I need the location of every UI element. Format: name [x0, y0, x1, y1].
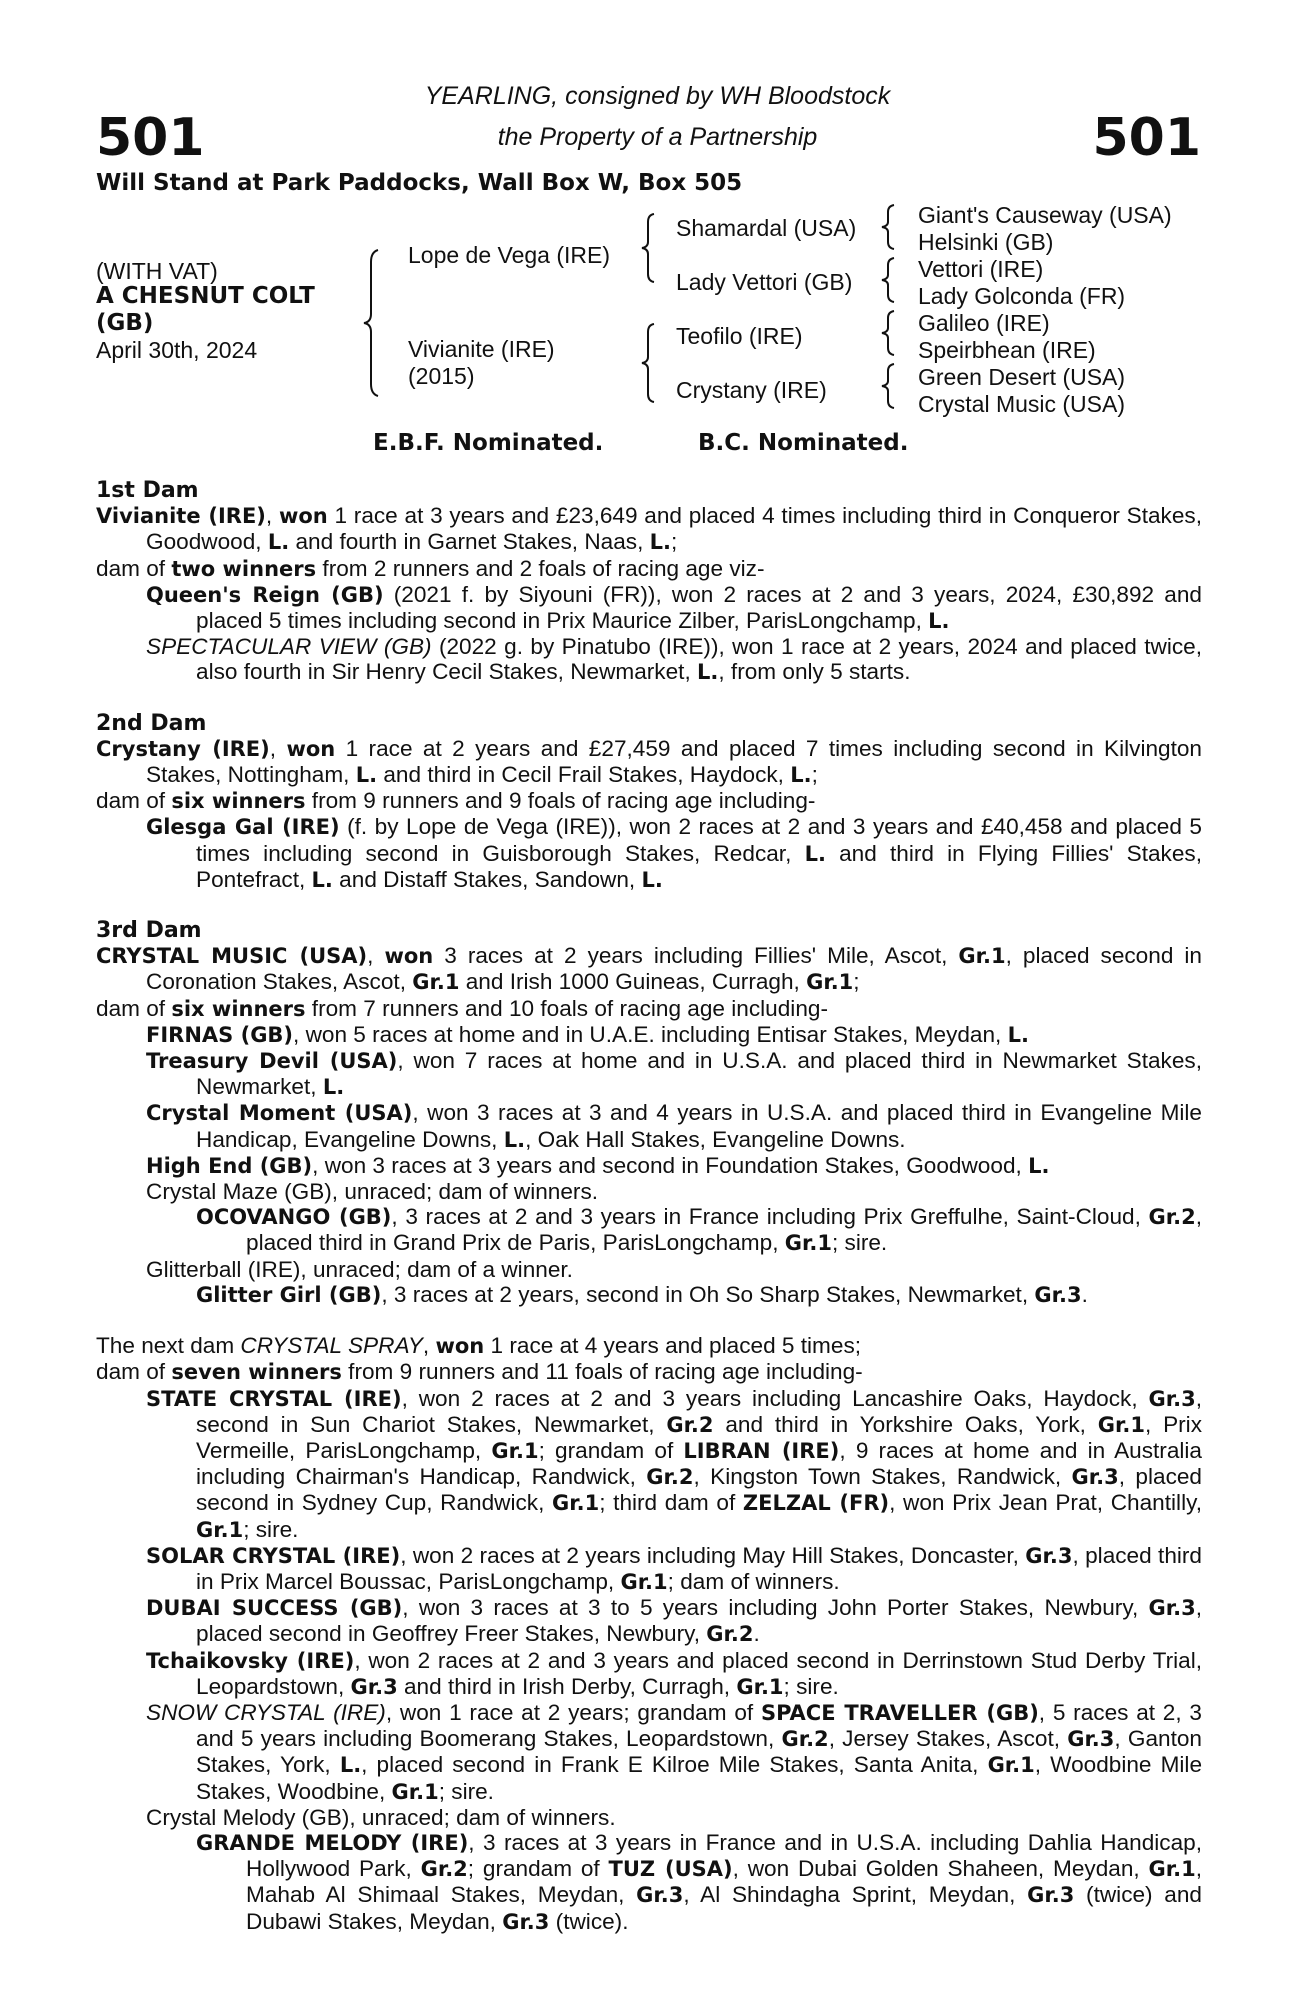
bold-text: Gr.3 — [1067, 1727, 1115, 1752]
pedigree-entry — [96, 1257, 1202, 1282]
entry-text: ; — [671, 529, 678, 555]
entry-text: . — [753, 1621, 760, 1647]
italic-text: SPECTACULAR VIEW (GB) — [146, 634, 432, 660]
entry-text: , won 5 races at home and in U.A.E. including Entisar Stakes, Meydan, — [293, 1021, 1008, 1047]
vat-label: (WITH VAT) — [96, 258, 218, 284]
entry-text: dam of — [96, 1359, 172, 1385]
bold-text: Gr.2 — [1148, 1205, 1196, 1230]
bold-text: SPACE TRAVELLER (GB) — [760, 1700, 1039, 1725]
pedigree-sire-dam: Lady Vettori (GB) — [676, 269, 853, 295]
bold-text: TUZ (USA) — [608, 1857, 733, 1882]
entry-text: ; sire. — [243, 1516, 299, 1542]
pedigree-brace-sire — [640, 212, 656, 284]
pedigree-entry — [96, 1386, 1202, 1543]
bold-text: Gr.3 — [1071, 1465, 1119, 1490]
entry-text: 1 race at 3 years and £23,649 and placed 4 times including third in Conqueror Stakes, Goodwood, — [146, 503, 1202, 555]
entry-text: , Ganton Stakes, York, — [196, 1726, 1202, 1778]
pedigree-dam: Vivianite (IRE) — [408, 336, 555, 362]
bold-text: L. — [649, 530, 672, 555]
pedigree-sire-sire: Shamardal (USA) — [676, 215, 857, 241]
bold-text: LIBRAN (IRE) — [683, 1438, 840, 1463]
entry-text: and third in Cecil Frail Stakes, Haydock, — [377, 762, 791, 788]
pedigree-entry — [96, 1282, 1202, 1308]
bold-text: L. — [339, 1753, 362, 1778]
entry-text: and fourth in Garnet Stakes, Naas, — [289, 529, 650, 555]
pedigree-entry — [96, 736, 1202, 788]
entry-text: (twice) and Dubawi Stakes, Meydan, — [246, 1882, 1202, 1934]
pedigree-entry — [96, 788, 1202, 814]
pedigree-brace-g1 — [880, 203, 896, 251]
entry-text: Crystal Maze (GB), unraced; dam of winners. — [146, 1179, 599, 1205]
dam-heading: 1st Dam — [96, 478, 199, 503]
bold-text: L. — [804, 841, 826, 866]
entry-text: , second in Sun Chariot Stakes, Newmarket, — [196, 1385, 1202, 1437]
bold-text: Crystany (IRE) — [96, 736, 270, 761]
bold-text: L. — [311, 867, 333, 892]
bold-text: STATE CRYSTAL (IRE) — [146, 1386, 402, 1411]
bold-text: two winners — [171, 556, 317, 581]
entry-text: dam of — [96, 555, 172, 581]
entry-text: , placed third in Prix Marcel Boussac, ParisLongchamp, — [196, 1542, 1202, 1594]
pedigree-entry — [96, 814, 1202, 893]
bold-text: Gr.1 — [1148, 1857, 1196, 1882]
bold-text: Glesga Gal (IRE) — [146, 815, 340, 840]
entry-text: , won Dubai Golden Shaheen, Meydan, — [732, 1856, 1149, 1882]
bold-text: L. — [503, 1127, 526, 1152]
bold-text: Gr.3 — [350, 1674, 398, 1699]
entry-text: , won 3 races at 3 and 4 years in U.S.A. and placed third in Evangeline Mile Handicap, Evangeline Downs, — [196, 1100, 1202, 1152]
lot-number-right: 501 — [1092, 108, 1201, 168]
entry-text: ; sire. — [831, 1230, 888, 1256]
bold-text: Gr.1 — [391, 1779, 439, 1804]
bold-text: L. — [641, 867, 663, 892]
entry-text: , — [269, 735, 287, 761]
bold-text: Gr.2 — [646, 1465, 694, 1490]
entry-text: , 3 races at 2 and 3 years in France including Prix Greffulhe, Saint-Cloud, — [391, 1204, 1149, 1230]
entry-text: dam of — [96, 995, 172, 1021]
bold-text: Queen's Reign (GB) — [146, 582, 384, 607]
pedigree-entry — [96, 1805, 1202, 1830]
pedigree-entry — [96, 1359, 1202, 1385]
pedigree-brace-dam — [640, 322, 656, 404]
bold-text: Gr.1 — [620, 1569, 668, 1594]
dam-section — [96, 711, 1202, 893]
bc-nomination: B.C. Nominated. — [698, 430, 909, 456]
bold-text: six winners — [171, 996, 306, 1021]
pedigree-entry — [96, 943, 1202, 995]
bold-text: L. — [928, 609, 950, 634]
pedigree-entry — [96, 503, 1202, 555]
entry-text: from 2 runners and 2 foals of racing age viz- — [316, 555, 765, 581]
pedigree-entry — [96, 1830, 1202, 1935]
entry-text: , 3 races at 2 years, second in Oh So Sharp Stakes, Newmarket, — [381, 1281, 1035, 1307]
entry-text: , won 7 races at home and in U.S.A. and placed third in Newmarket Stakes, Newmarket, — [196, 1048, 1202, 1100]
pedigree-entry — [96, 1048, 1202, 1100]
entry-text: , placed second in Frank E Kilroe Mile Stakes, Santa Anita, — [361, 1752, 988, 1778]
bold-text: won — [435, 1334, 485, 1359]
entry-text: , won Prix Jean Prat, Chantilly, — [889, 1490, 1202, 1516]
bold-text: Gr.3 — [1027, 1883, 1075, 1908]
pedigree-entry — [96, 1022, 1202, 1048]
entry-text: , won 1 race at 2 years; grandam of — [385, 1699, 761, 1725]
bold-text: Treasury Devil (USA) — [146, 1049, 398, 1074]
bold-text: Gr.1 — [736, 1674, 784, 1699]
dam-section — [96, 1333, 1202, 1935]
bold-text: Gr.1 — [1097, 1412, 1145, 1437]
entry-text: from 7 runners and 10 foals of racing age including- — [305, 995, 828, 1021]
pedigree-dam-year: (2015) — [408, 363, 475, 389]
bold-text: Gr.2 — [706, 1622, 754, 1647]
lot-number-left: 501 — [96, 108, 205, 168]
entry-text: ; grandam of — [467, 1856, 609, 1882]
entry-text: and third in Flying Fillies' Stakes, Pontefract, — [196, 840, 1202, 892]
entry-text: 1 race at 2 years and £27,459 and placed 7 times including second in Kilvington Stakes, Nottingham, — [146, 735, 1202, 788]
bold-text: Tchaikovsky (IRE) — [146, 1648, 355, 1673]
bold-text: Gr.3 — [1148, 1386, 1196, 1411]
bold-text: Vivianite (IRE) — [96, 504, 266, 529]
pedigree-entry — [96, 1179, 1202, 1204]
entry-text: (f. by Lope de Vega (IRE)), won 2 races at 2 and 3 years and £40,458 and placed 5 times including second in Guisborough Stakes, Redcar, — [196, 814, 1202, 866]
bold-text: ZELZAL (FR) — [742, 1491, 890, 1516]
entry-text: , from only 5 starts. — [718, 659, 911, 685]
entry-text: The next dam — [96, 1333, 241, 1359]
entry-text: 3 races at 2 years including Fillies' Mile, Ascot, — [433, 943, 959, 969]
pedigree-entry — [96, 582, 1202, 634]
entry-text: , 3 races at 3 years in France and in U.S.A. including Dahlia Handicap, Hollywood Park, — [246, 1829, 1202, 1882]
bold-text: Gr.3 — [1034, 1282, 1082, 1307]
pedigree-g2: Helsinki (GB) — [918, 229, 1054, 255]
entry-text: and third in Yorkshire Oaks, York, — [713, 1411, 1098, 1437]
entry-text: ; dam of winners. — [667, 1568, 840, 1594]
pedigree-g7: Green Desert (USA) — [918, 364, 1126, 390]
dam-section — [96, 478, 1202, 686]
bold-text: L. — [790, 763, 812, 788]
entry-text: , placed second in Sydney Cup, Randwick, — [196, 1464, 1202, 1516]
bold-text: FIRNAS (GB) — [146, 1022, 294, 1047]
entry-text: . — [1081, 1281, 1088, 1307]
entry-text: , Oak Hall Stakes, Evangeline Downs. — [525, 1126, 906, 1152]
entry-text: , Jersey Stakes, Ascot, — [828, 1726, 1068, 1752]
pedigree-entry — [96, 1648, 1202, 1700]
pedigree-entry — [96, 1595, 1202, 1647]
horse-name: A CHESNUT COLT — [96, 283, 315, 309]
entry-text: , won 3 races at 3 to 5 years including John Porter Stakes, Newbury, — [402, 1595, 1149, 1621]
bold-text: Gr.1 — [552, 1491, 600, 1516]
entry-text: ; — [811, 762, 818, 788]
pedigree-g3: Vettori (IRE) — [918, 256, 1044, 282]
bold-text: won — [278, 504, 328, 529]
entry-text: , — [422, 1333, 436, 1359]
dam-heading: 2nd Dam — [96, 710, 207, 736]
entry-text: , 5 races at 2, 3 and 5 years including Boomerang Stakes, Leopardstown, — [196, 1699, 1202, 1752]
pedigree-entry — [96, 1333, 1202, 1359]
entry-text: ; sire. — [438, 1778, 494, 1804]
entry-text: , Woodbine Mile Stakes, Woodbine, — [196, 1752, 1203, 1804]
bold-text: Gr.3 — [1148, 1596, 1196, 1621]
bold-text: Gr.2 — [420, 1857, 468, 1882]
property-line: the Property of a Partnership — [497, 123, 818, 151]
dam-section — [96, 918, 1202, 1308]
bold-text: Gr.3 — [636, 1883, 684, 1908]
bold-text: L. — [355, 763, 378, 788]
entry-text: and Distaff Stakes, Sandown, — [332, 866, 642, 892]
entry-text: ; — [853, 969, 860, 995]
entry-text: , placed second in Coronation Stakes, Ascot, — [146, 943, 1202, 995]
bold-text: DUBAI SUCCESS (GB) — [146, 1596, 403, 1621]
bold-text: Gr.1 — [196, 1517, 244, 1542]
foaling-date: April 30th, 2024 — [96, 337, 258, 363]
entry-text: 1 race at 4 years and placed 5 times; — [484, 1333, 862, 1359]
entry-text: , Prix Vermeille, ParisLongchamp, — [196, 1411, 1203, 1463]
italic-text: CRYSTAL SPRAY — [240, 1333, 423, 1359]
bold-text: won — [286, 736, 336, 761]
bold-text: six winners — [171, 789, 306, 814]
bold-text: Gr.1 — [491, 1438, 539, 1463]
pedigree-entry — [96, 1700, 1202, 1805]
bold-text: seven winners — [171, 1360, 342, 1385]
pedigree-entry — [96, 1204, 1202, 1256]
bold-text: Glitter Girl (GB) — [196, 1282, 382, 1307]
pedigree-dam-dam: Crystany (IRE) — [676, 377, 827, 403]
bold-text: Gr.1 — [987, 1753, 1035, 1778]
entry-text: (twice). — [549, 1908, 629, 1934]
entry-text: , won 2 races at 2 and 3 years and placed second in Derrinstown Stud Derby Trial, Leopardstown, — [196, 1647, 1203, 1699]
bold-text: OCOVANGO (GB) — [196, 1205, 392, 1230]
bold-text: L. — [322, 1075, 345, 1100]
italic-text: SNOW CRYSTAL (IRE) — [146, 1699, 386, 1725]
bold-text: L. — [267, 530, 290, 555]
entry-text: and third in Irish Derby, Curragh, — [397, 1673, 737, 1699]
bold-text: Crystal Moment (USA) — [146, 1101, 413, 1126]
entry-text: from 9 runners and 11 foals of racing age including- — [341, 1359, 863, 1385]
entry-text: , won 3 races at 3 years and second in Foundation Stakes, Goodwood, — [312, 1152, 1029, 1178]
bold-text: SOLAR CRYSTAL (IRE) — [146, 1543, 401, 1568]
catalogue-body — [96, 478, 1202, 1960]
entry-text: Crystal Melody (GB), unraced; dam of winners. — [146, 1804, 616, 1830]
entry-text: , won 2 races at 2 and 3 years including Lancashire Oaks, Haydock, — [401, 1385, 1149, 1411]
entry-text: ; grandam of — [538, 1437, 684, 1463]
bold-text: GRANDE MELODY (IRE) — [196, 1830, 469, 1855]
bold-text: Gr.1 — [806, 970, 854, 995]
bold-text: High End (GB) — [146, 1153, 313, 1178]
bold-text: Gr.1 — [958, 944, 1006, 969]
pedigree-g5: Galileo (IRE) — [918, 310, 1050, 336]
bold-text: L. — [697, 660, 719, 685]
entry-text: (2022 g. by Pinatubo (IRE)), won 1 race at 2 years, 2024 and placed twice, also fourth in Sir Henry Cecil Stakes, Newmarket, — [196, 634, 1202, 685]
bold-text: Gr.1 — [784, 1231, 832, 1256]
entry-text: , won 2 races at 2 years including May Hill Stakes, Doncaster, — [400, 1542, 1026, 1568]
bold-text: won — [384, 944, 434, 969]
entry-text: dam of — [96, 788, 172, 814]
entry-text: , — [265, 503, 279, 529]
pedigree-dam-sire: Teofilo (IRE) — [676, 323, 803, 349]
bold-text: Gr.2 — [781, 1727, 829, 1752]
ebf-nomination: E.B.F. Nominated. — [373, 430, 604, 456]
consignor-line: YEARLING, consigned by WH Bloodstock — [424, 82, 891, 110]
pedigree-brace-main — [362, 248, 380, 398]
entry-text: , placed third in Grand Prix de Paris, ParisLongchamp, — [246, 1204, 1203, 1256]
entry-text: , Mahab Al Shimaal Stakes, Meydan, — [246, 1856, 1202, 1908]
bold-text: L. — [1028, 1153, 1050, 1178]
stand-location: Will Stand at Park Paddocks, Wall Box W, Box 505 — [96, 170, 743, 196]
pedigree-g1: Giant's Causeway (USA) — [918, 202, 1172, 228]
bold-text: Gr.3 — [1025, 1543, 1073, 1568]
pedigree-entry — [96, 634, 1202, 685]
bold-text: CRYSTAL MUSIC (USA) — [96, 944, 368, 969]
bold-text: L. — [1007, 1022, 1029, 1047]
pedigree-sire: Lope de Vega (IRE) — [408, 242, 611, 268]
entry-text: , Al Shindagha Sprint, Meydan, — [683, 1882, 1028, 1908]
bold-text: Gr.1 — [412, 970, 460, 995]
entry-text: and Irish 1000 Guineas, Curragh, — [459, 969, 807, 995]
pedigree-entry — [96, 1543, 1202, 1595]
bold-text: Gr.2 — [666, 1412, 714, 1437]
pedigree-entry — [96, 996, 1202, 1022]
entry-text: Glitterball (IRE), unraced; dam of a winner. — [146, 1256, 573, 1282]
entry-text: , 9 races at home and in Australia including Chairman's Handicap, Randwick, — [196, 1437, 1202, 1490]
horse-country: (GB) — [96, 310, 154, 336]
entry-text: , — [367, 943, 385, 969]
entry-text: , Kingston Town Stakes, Randwick, — [693, 1464, 1072, 1490]
pedigree-g4: Lady Golconda (FR) — [918, 283, 1126, 309]
pedigree-brace-g2 — [880, 256, 896, 304]
entry-text: (2021 f. by Siyouni (FR)), won 2 races at 2 and 3 years, 2024, £30,892 and placed 5 times including second in Prix Maurice Zilber, ParisLongchamp, — [196, 581, 1202, 634]
pedigree-g6: Speirbhean (IRE) — [918, 337, 1096, 363]
bold-text: Gr.3 — [502, 1909, 550, 1934]
dam-heading: 3rd Dam — [96, 918, 202, 944]
pedigree-brace-g3 — [880, 309, 896, 357]
entry-text: from 9 runners and 9 foals of racing age including- — [305, 788, 816, 814]
entry-text: ; third dam of — [599, 1490, 743, 1516]
pedigree-entry — [96, 1153, 1202, 1179]
entry-text: ; sire. — [783, 1673, 839, 1699]
entry-text: , placed second in Geoffrey Freer Stakes, Newbury, — [196, 1595, 1202, 1647]
pedigree-entry — [96, 1100, 1202, 1152]
pedigree-brace-g4 — [880, 362, 896, 410]
pedigree-entry — [96, 556, 1202, 582]
pedigree-g8: Crystal Music (USA) — [918, 391, 1126, 417]
